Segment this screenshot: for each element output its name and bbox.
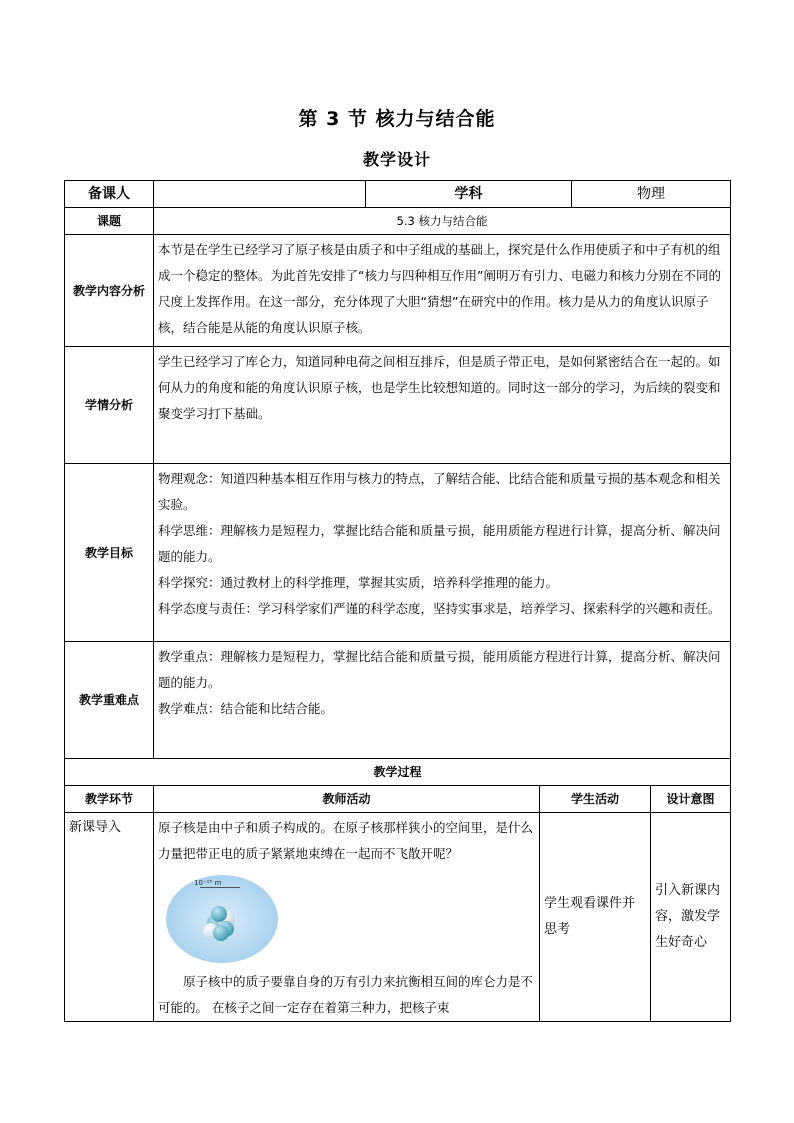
process-student-activity: 学生观看课件并思考 [540, 813, 651, 1022]
subject-value: 物理 [572, 181, 731, 208]
scale-line [200, 887, 240, 888]
preparer-value [154, 181, 366, 208]
process-stage: 新课导入 [65, 813, 154, 1022]
process-row [65, 813, 731, 1022]
column-stage: 教学环节 [65, 786, 154, 813]
column-student: 学生活动 [540, 786, 651, 813]
lesson-plan-table [64, 180, 731, 1022]
page-title: 第 3 节 核力与结合能 [298, 108, 496, 130]
content-analysis-label: 教学内容分析 [65, 235, 154, 347]
objective-item: 科学态度与责任：学习科学家们严谨的科学态度，坚持实事求是，培养学习、探索科学的兴趣和责任。 [158, 601, 721, 616]
key-points-row [65, 642, 731, 759]
scale-label: 10⁻¹⁵ m [194, 879, 222, 887]
learner-analysis-text [154, 347, 731, 464]
key-points-label: 教学重难点 [65, 642, 154, 759]
preparer-label: 备课人 [65, 181, 154, 208]
learner-analysis-paragraph: 学生已经学习了库仑力，知道同种电荷之间相互排斥，但是质子带正电，是如何紧密结合在一起的。如何从力的角度和能的角度认识原子核，也是学生比较想知道的。同时这一部分的学习，为后续的裂变和聚变学习打下基础。 [158, 354, 721, 421]
topic-row [65, 208, 731, 235]
process-columns-row [65, 786, 731, 813]
learner-analysis-label: 学情分析 [65, 347, 154, 464]
objectives-row [65, 464, 731, 642]
key-point-item: 教学难点：结合能和比结合能。 [158, 701, 334, 716]
process-title-row [65, 759, 731, 786]
objective-item: 物理观念：知道四种基本相互作用与核力的特点，了解结合能、比结合能和质量亏损的基本观念和相关实验。 [158, 471, 721, 512]
nucleus-figure [164, 873, 280, 965]
topic-value: 5.3 核力与结合能 [154, 208, 731, 235]
teacher-paragraph: 原子核是由中子和质子构成的。在原子核那样狭小的空间里，是什么力量把带正电的质子紧紧地束缚在一起而不飞散开呢？ [158, 820, 534, 861]
content-analysis-paragraph: 本节是在学生已经学习了原子核是由质子和中子组成的基础上，探究是什么作用使质子和中子有机的组成一个稳定的整体。为此首先安排了“核力与四种相互作用”阐明万有引力、电磁力和核力分别在不同的尺度上发挥作用。在这一部分，充分体现了大胆“猜想”在研究中的作用。核力是从力的角度认识原子核，结合能是从能的角度认识原子核。 [158, 242, 721, 335]
process-design-intent: 引入新课内容，激发学生好奇心 [651, 813, 731, 1022]
process-teacher-activity [154, 813, 540, 1022]
content-analysis-row [65, 235, 731, 347]
subject-label: 学科 [366, 181, 572, 208]
objective-item: 科学思维：理解核力是短程力，掌握比结合能和质量亏损，能用质能方程进行计算，提高分析、解决问题的能力。 [158, 523, 721, 564]
page-subtitle: 教学设计 [362, 150, 431, 169]
proton [213, 925, 229, 941]
content-analysis-text [154, 235, 731, 347]
objective-item: 科学探究：通过教材上的科学推理，掌握其实质，培养科学推理的能力。 [158, 575, 559, 590]
objectives-label: 教学目标 [65, 464, 154, 642]
objectives-text [154, 464, 731, 642]
column-intent: 设计意图 [651, 786, 731, 813]
column-teacher: 教师活动 [154, 786, 540, 813]
header-row [65, 181, 731, 208]
process-title: 教学过程 [65, 759, 731, 786]
teacher-paragraph: 原子核中的质子要靠自身的万有引力来抗衡相互间的库仑力是不可能的。 在核子之间一定存在着第三种力，把核子束 [158, 974, 534, 1015]
key-points-text [154, 642, 731, 759]
proton [211, 906, 227, 922]
learner-analysis-row [65, 347, 731, 464]
topic-label: 课题 [65, 208, 154, 235]
key-point-item: 教学重点：理解核力是短程力，掌握比结合能和质量亏损，能用质能方程进行计算，提高分析、解决问题的能力。 [158, 649, 721, 690]
